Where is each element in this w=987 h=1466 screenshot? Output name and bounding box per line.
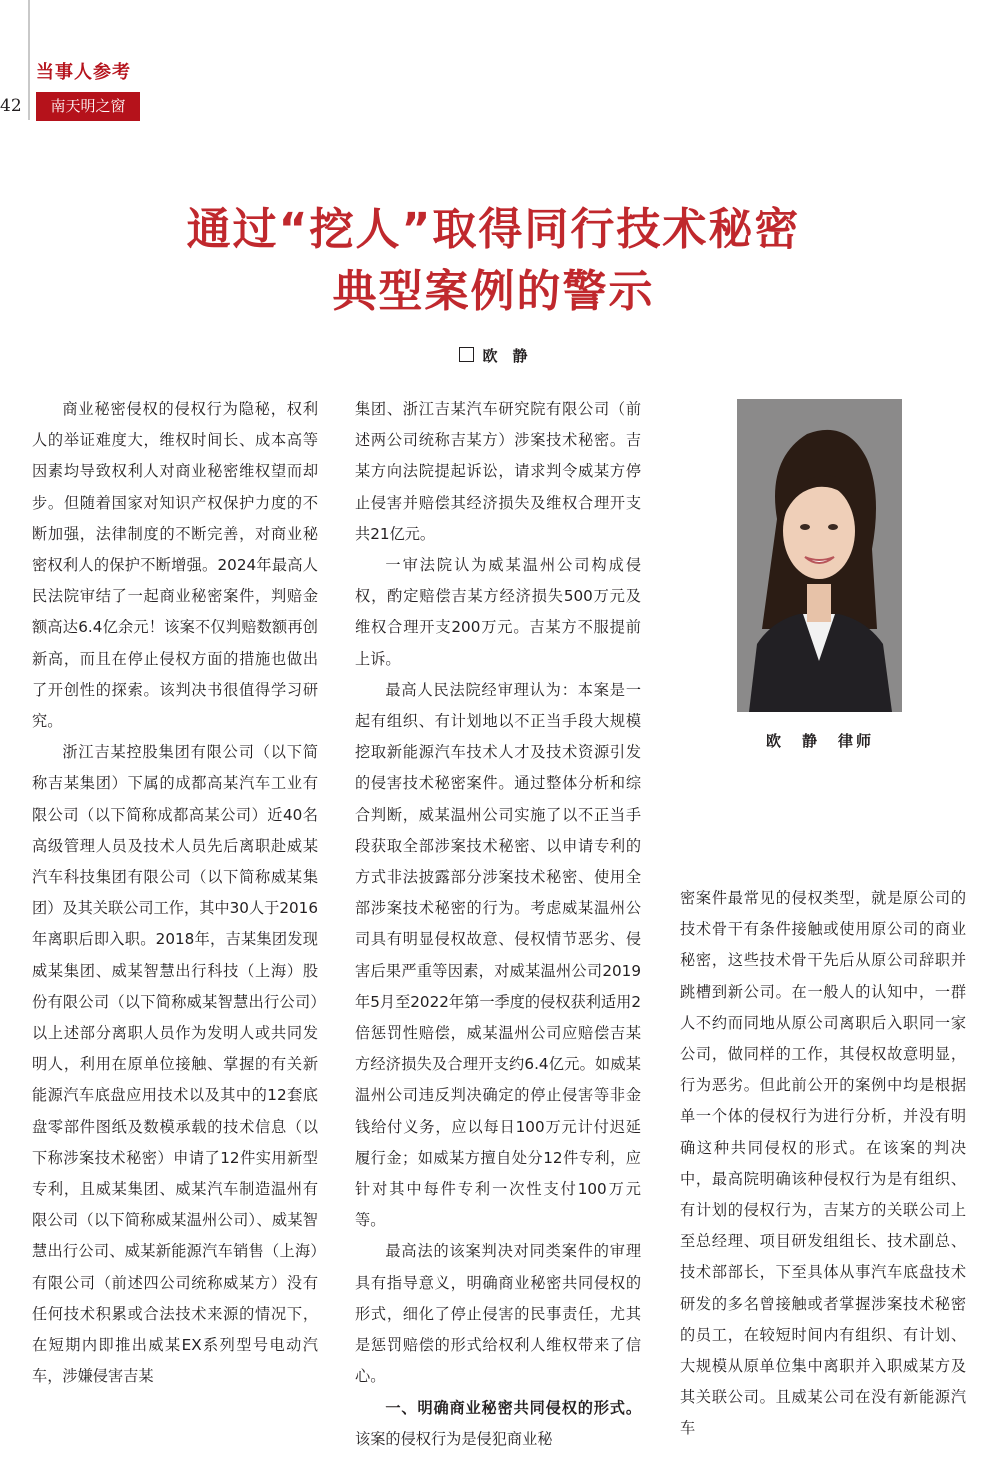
paragraph-text: 该案的侵权行为是侵犯商业秘 — [355, 1429, 553, 1448]
text-column-3 — [680, 883, 966, 1445]
margin-rule — [28, 0, 30, 120]
text-column-2 — [355, 394, 641, 1455]
page-number: 42 — [0, 96, 22, 116]
paragraph — [355, 1393, 641, 1455]
paragraph: 最高人民法院经审理认为：本案是一起有组织、有计划地以不正当手段大规模挖取新能源汽车技术人才及技术资源引发的侵害技术秘密案件。通过整体分析和综合判断，威某温州公司实施了以不正当手段获取全部涉案技术秘密、以申请专利的方式非法披露部分涉案技术秘密、使用全部涉案技术秘密的行为。考虑威某温州公司具有明显侵权故意、侵权情节恶劣、侵害后果严重等因素，对威某温州公司2019年5月至2022年第一季度的侵权获利适用2倍惩罚性赔偿，威某温州公司应赔偿吉某方经济损失及合理开支约6.4亿元。如威某温州公司违反判决确定的停止侵害等非金钱给付义务，应以每日100万元计付迟延履行金；如威某方擅自处分12件专利，应针对其中每件专利一次性支付100万元等。 — [355, 680, 641, 1230]
paragraph: 集团、浙江吉某汽车研究院有限公司（前述两公司统称吉某方）涉案技术秘密。吉某方向法院提起诉讼，请求判令威某方停止侵害并赔偿其经济损失及维权合理开支共21亿元。 — [355, 400, 641, 543]
section-label: 当事人参考 — [36, 62, 131, 83]
byline — [0, 345, 987, 366]
square-bullet-icon — [459, 347, 474, 362]
article-title-line-2: 典型案例的警示 — [332, 266, 655, 317]
portrait-illustration — [737, 399, 902, 712]
column-name-badge: 南天明之窗 — [36, 92, 140, 121]
paragraph: 商业秘密侵权的侵权行为隐秘，权利人的举证难度大，维权时间长、成本高等因素均导致权利人对商业秘密维权望而却步。但随着国家对知识产权保护力度的不断加强，法律制度的不断完善，对商业秘密权利人的保护不断增强。2024年最高人民法院审结了一起商业秘密案件，判赔金额高达6.4亿余元！该案不仅判赔数额再创新高，而且在停止侵权方面的措施也做出了开创性的探索。该判决书很值得学习研究。 — [32, 400, 318, 731]
paragraph: 一审法院认为威某温州公司构成侵权，酌定赔偿吉某方经济损失500万元及维权合理开支200万元。吉某方不服提前上诉。 — [355, 556, 641, 668]
paragraph: 最高法的该案判决对同类案件的审理具有指导意义，明确商业秘密共同侵权的形式，细化了停止侵害的民事责任，尤其是惩罚赔偿的形式给权利人维权带来了信心。 — [355, 1242, 641, 1386]
paragraph: 密案件最常见的侵权类型，就是原公司的技术骨干有条件接触或使用原公司的商业秘密，这些技术骨干先后从原公司辞职并跳槽到新公司。在一般人的认知中，一群人不约而同地从原公司离职后入职同一家公司，做同样的工作，其侵权故意明显，行为恶劣。但此前公开的案例中均是根据单一个体的侵权行为进行分析，并没有明确这种共同侵权的形式。在该案的判决中，最高院明确该种侵权行为是有组织、有计划的侵权行为，吉某方的关联公司上至总经理、项目研发组组长、技术副总、技术部部长，下至具体从事汽车底盘技术研发的多名曾接触或者掌握涉案技术秘密的员工，在较短时间内有组织、有计划、大规模从原单位集中离职并入职威某方及其关联公司。且威某公司在没有新能源汽车 — [680, 889, 966, 1438]
subheading: 一、明确商业秘密共同侵权的形式。 — [385, 1398, 641, 1417]
paragraph: 浙江吉某控股集团有限公司（以下简称吉某集团）下属的成都高某汽车工业有限公司（以下简称成都高某公司）近40名高级管理人员及技术人员先后离职赴威某汽车科技集团有限公司（以下简称威某集团）及其关联公司工作，其中30人于2016年离职后即入职。2018年，吉某集团发现威某集团、威某智慧出行科技（上海）股份有限公司（以下简称威某智慧出行公司）以上述部分离职人员作为发明人或共同发明人，利用在原单位接触、掌握的有关新能源汽车底盘应用技术以及其中的12套底盘零部件图纸及数模承载的技术信息（以下称涉案技术秘密）申请了12件实用新型专利，且威某集团、威某汽车制造温州有限公司（以下简称威某温州公司）、威某智慧出行公司、威某新能源汽车销售（上海）有限公司（前述四公司统称威某方）没有任何技术积累或合法技术来源的情况下，在短期内即推出威某EX系列型号电动汽车，涉嫌侵害吉某 — [32, 743, 318, 1386]
text-column-1 — [32, 394, 318, 1393]
author-portrait — [737, 399, 902, 712]
photo-caption: 欧 静 律师 — [765, 732, 874, 750]
article-title-line-1: 通过“挖人”取得同行技术秘密 — [186, 204, 801, 255]
author-name: 欧 静 — [482, 347, 528, 365]
